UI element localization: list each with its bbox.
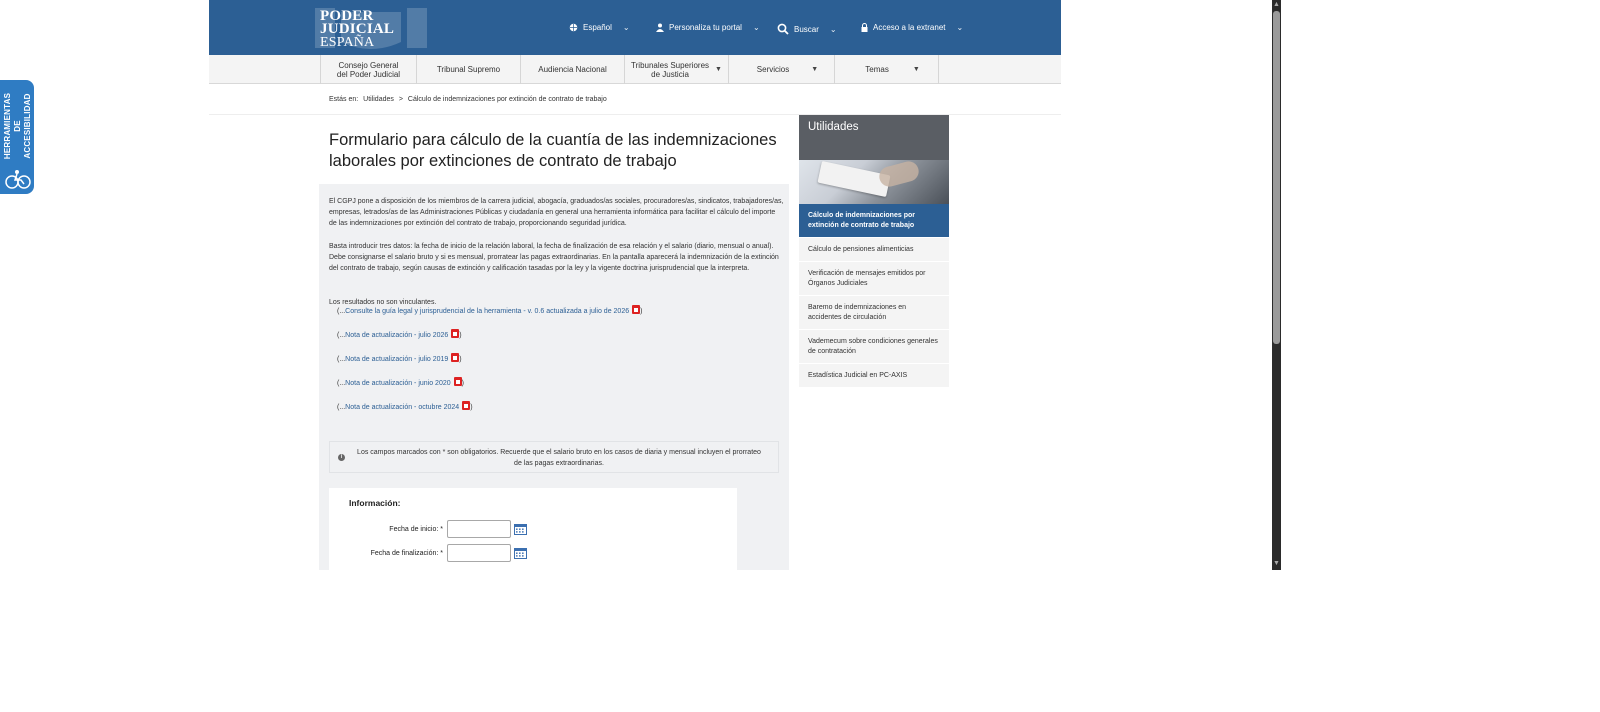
- search-icon: [777, 23, 789, 35]
- pdf-icon: [451, 353, 459, 362]
- accessibility-tab-label: HERRAMIENTAS DE ACCESIBILIDAD: [3, 92, 32, 160]
- breadcrumb: [329, 96, 610, 103]
- chevron-down-icon: ⌄: [829, 24, 837, 34]
- breadcrumb-link-utilidades[interactable]: Utilidades: [363, 96, 394, 103]
- sidebar-photo: [799, 160, 949, 204]
- pdf-icon: [632, 305, 640, 314]
- start-date-row: [329, 520, 527, 538]
- start-date-label: Fecha de inicio: *: [389, 525, 443, 533]
- end-date-row: [329, 544, 527, 562]
- extranet-label: Acceso a la extranet: [873, 23, 946, 32]
- search-label: Buscar: [794, 24, 819, 34]
- sidebar-item-estadistica[interactable]: Estadística Judicial en PC-AXIS: [799, 364, 949, 388]
- menu-item-tribunal-supremo[interactable]: Tribunal Supremo: [417, 55, 521, 84]
- menu-item-cgpj[interactable]: Consejo General del Poder Judicial: [320, 55, 417, 84]
- sidebar-title: Utilidades: [808, 121, 859, 133]
- wheelchair-accessibility-icon: [3, 168, 31, 190]
- extranet-access-menu[interactable]: [861, 23, 963, 32]
- globe-icon: [569, 23, 578, 32]
- content-panel: [319, 184, 789, 570]
- language-label: Español: [583, 23, 612, 32]
- doc-link-guide[interactable]: (... Consulte la guía legal y jurisprudencial de la herramienta - v. 0.6 actualizada a julio de 2026 ): [337, 307, 642, 316]
- chevron-down-icon: ⌄: [622, 23, 630, 32]
- calendar-icon[interactable]: [514, 547, 527, 559]
- end-date-label: Fecha de finalización: *: [370, 549, 443, 557]
- doc-link-note-jul-2026[interactable]: (... Nota de actualización - julio 2026 ): [337, 331, 462, 340]
- breadcrumb-prefix: Estás en:: [329, 96, 359, 103]
- page-scrollbar[interactable]: [1272, 0, 1281, 570]
- caret-down-icon: ▼: [912, 66, 920, 73]
- menu-item-tribunales-superiores[interactable]: Tribunales Superiores de Justicia ▼: [625, 55, 729, 84]
- caret-down-icon: ▼: [715, 66, 722, 73]
- language-selector[interactable]: [569, 23, 630, 32]
- user-icon: [656, 23, 664, 32]
- doc-link-note-oct-2024[interactable]: (... Nota de actualización - octubre 2024 ): [337, 403, 473, 412]
- poder-judicial-logo[interactable]: PODER JUDICIAL ESPAÑA: [320, 8, 395, 50]
- sidebar-item-vademecum[interactable]: Vademecum sobre condiciones generales de contratación: [799, 330, 949, 364]
- calculation-form: [329, 488, 737, 570]
- sidebar-header: [799, 115, 949, 204]
- site-frame: [209, 0, 1061, 570]
- search-menu[interactable]: [777, 23, 837, 35]
- caret-down-icon: ▼: [811, 66, 819, 73]
- utilities-sidebar: [799, 115, 949, 388]
- personalize-label: Personaliza tu portal: [669, 23, 742, 32]
- lock-icon: [861, 23, 868, 32]
- menu-item-audiencia-nacional[interactable]: Audiencia Nacional: [521, 55, 625, 84]
- end-date-input[interactable]: [447, 544, 511, 562]
- caret-left-icon: ◀: [27, 211, 34, 220]
- pdf-icon: [462, 401, 470, 410]
- pdf-icon: [454, 377, 462, 386]
- scroll-thumb[interactable]: [1273, 11, 1280, 344]
- scroll-down-icon[interactable]: ▼: [1273, 560, 1280, 567]
- chevron-down-icon: ⌄: [752, 23, 760, 32]
- main-menu: [209, 55, 1061, 84]
- menu-item-temas[interactable]: Temas ▼: [835, 55, 939, 84]
- sidebar-item-pensiones[interactable]: Cálculo de pensiones alimenticias: [799, 238, 949, 262]
- form-section-title: Información:: [349, 498, 401, 508]
- required-fields-notice: i Los campos marcados con * son obligatorios. Recuerde que el salario bruto en los casos de diaria y mensual incluyen el prorrateo de las pagas extraordinarias.: [329, 441, 779, 473]
- doc-link-note-jun-2020[interactable]: (... Nota de actualización - junio 2020 ): [337, 379, 464, 388]
- chevron-down-icon: ⌄: [956, 23, 964, 32]
- accessibility-tools-tab[interactable]: [0, 80, 34, 220]
- sidebar-item-indemnizaciones[interactable]: Cálculo de indemnizaciones por extinción de contrato de trabajo: [799, 204, 949, 238]
- top-header: [209, 0, 1061, 55]
- page-title: Formulario para cálculo de la cuantía de las indemnizaciones laborales por extinciones de contrato de trabajo: [329, 131, 777, 170]
- intro-paragraph-2: Basta introducir tres datos: la fecha de inicio de la relación laboral, la fecha de finalización de esa relación y el salario (diario, mensual o anual). Debe consignarse el salario bruto y si es mensual, prorratear las pagas extraordinarias. En la pantalla aparecerá la indemnización de la extinción del contrato de trabajo, según causas de extinción y calificación tasadas por la ley y la vigente doctrina jurisprudencial que la interpreta.: [329, 243, 779, 272]
- menu-item-servicios[interactable]: Servicios ▼: [729, 55, 835, 84]
- intro-paragraph-1: El CGPJ pone a disposición de los miembros de la carrera judicial, abogacía, graduados/as sociales, procuradores/as, sindicatos, trabajadores/as, empresas, letrados/as de las Administraciones Públicas y ciudadanía en general una herramienta informática para facilitar el cálculo del importe de las indemnizaciones por extinción del contrato de trabajo, proporcionando seguridad jurídica.: [329, 198, 784, 227]
- calendar-icon[interactable]: [514, 523, 527, 535]
- scroll-up-icon[interactable]: ▲: [1273, 1, 1280, 8]
- sidebar-item-verificacion[interactable]: Verificación de mensajes emitidos por Órganos Judiciales: [799, 262, 949, 296]
- doc-link-note-jul-2019[interactable]: (... Nota de actualización - julio 2019 ): [337, 355, 462, 364]
- breadcrumb-separator: >: [398, 96, 403, 103]
- pdf-icon: [451, 329, 459, 338]
- intro-paragraph-3: Los resultados no son vinculantes.: [329, 299, 437, 306]
- personalize-portal-menu[interactable]: [656, 23, 760, 32]
- sidebar-item-baremo[interactable]: Baremo de indemnizaciones en accidentes de circulación: [799, 296, 949, 330]
- info-icon: i: [338, 454, 345, 461]
- breadcrumb-current: Cálculo de indemnizaciones por extinción de contrato de trabajo: [407, 96, 607, 103]
- start-date-input[interactable]: [447, 520, 511, 538]
